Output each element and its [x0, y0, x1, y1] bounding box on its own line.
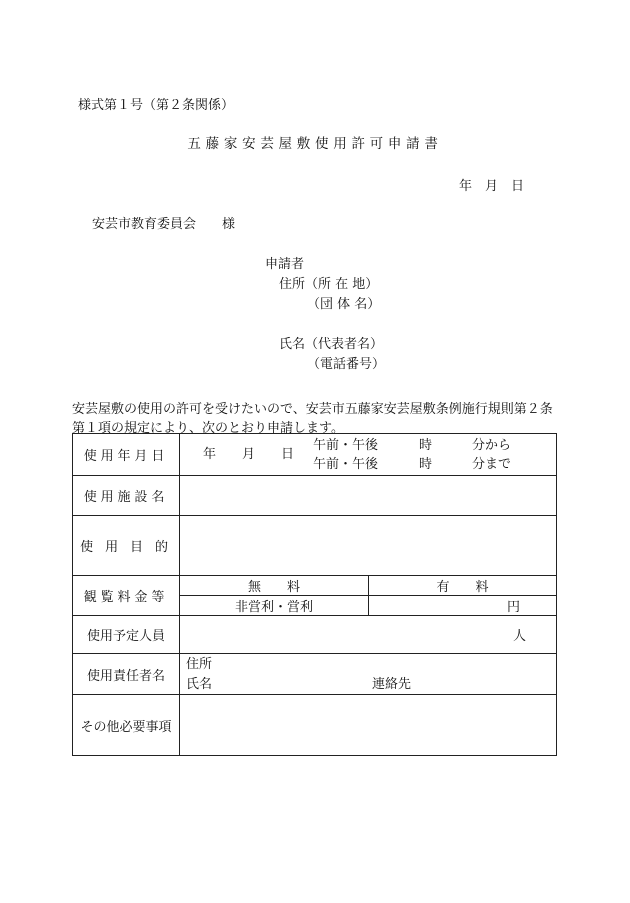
start-ampm: 午前・午後	[313, 438, 379, 453]
usage-date-label: 使用年月日	[73, 434, 180, 476]
applicant-group-label: （団 体 名）	[307, 297, 381, 312]
end-minute: 分まで	[472, 457, 512, 472]
usage-date-field[interactable]	[180, 434, 557, 476]
fee-profit-type[interactable]: 非営利・営利	[180, 596, 369, 616]
start-minute: 分から	[472, 438, 512, 453]
people-unit: 人	[512, 629, 526, 644]
responsible-person-label: 使用責任者名	[73, 654, 180, 695]
applicant-name-label: 氏名（代表者名）	[279, 337, 384, 352]
fee-subtable	[180, 576, 556, 615]
purpose-field[interactable]	[180, 516, 557, 576]
form-number: 様式第１号（第２条関係）	[78, 98, 235, 113]
application-date: 年 月 日	[459, 179, 525, 194]
planned-people-label: 使用予定人員	[73, 616, 180, 654]
applicant-heading: 申請者	[265, 257, 305, 272]
addressee: 安芸市教育委員会 様	[92, 217, 236, 232]
other-matters-label: その他必要事項	[73, 695, 180, 756]
fee-paid[interactable]: 有 料	[369, 576, 557, 596]
contact-label: 連絡先	[372, 677, 412, 692]
application-form-table	[72, 433, 557, 756]
planned-people-field[interactable]	[180, 616, 557, 654]
responsible-address-label: 住所	[186, 657, 213, 672]
fee-free[interactable]: 無 料	[180, 576, 369, 596]
other-matters-field[interactable]	[180, 695, 557, 756]
responsible-name-label: 氏名	[186, 677, 213, 692]
applicant-phone-label: （電話番号）	[307, 357, 386, 372]
fee-field	[180, 576, 557, 616]
fee-label: 観覧料金等	[73, 576, 180, 616]
application-statement: 安芸屋敷の使用の許可を受けたいので、安芸市五藤家安芸屋敷条例施行規則第２条第１項の規定により、次のとおり申請します。	[72, 402, 553, 436]
document-title: 五藤家安芸屋敷使用許可申請書	[187, 136, 443, 152]
start-hour: 時	[419, 438, 433, 453]
facility-field[interactable]	[180, 476, 557, 516]
facility-label: 使用施設名	[73, 476, 180, 516]
fee-amount[interactable]	[369, 596, 557, 616]
end-ampm: 午前・午後	[313, 457, 379, 472]
responsible-person-field[interactable]	[180, 654, 557, 695]
purpose-label: 使 用 目 的	[73, 516, 180, 576]
applicant-address-label: 住所（所 在 地）	[279, 277, 379, 292]
end-hour: 時	[419, 457, 433, 472]
year-month-day: 年 月 日	[203, 447, 295, 462]
yen-unit: 円	[506, 600, 520, 615]
